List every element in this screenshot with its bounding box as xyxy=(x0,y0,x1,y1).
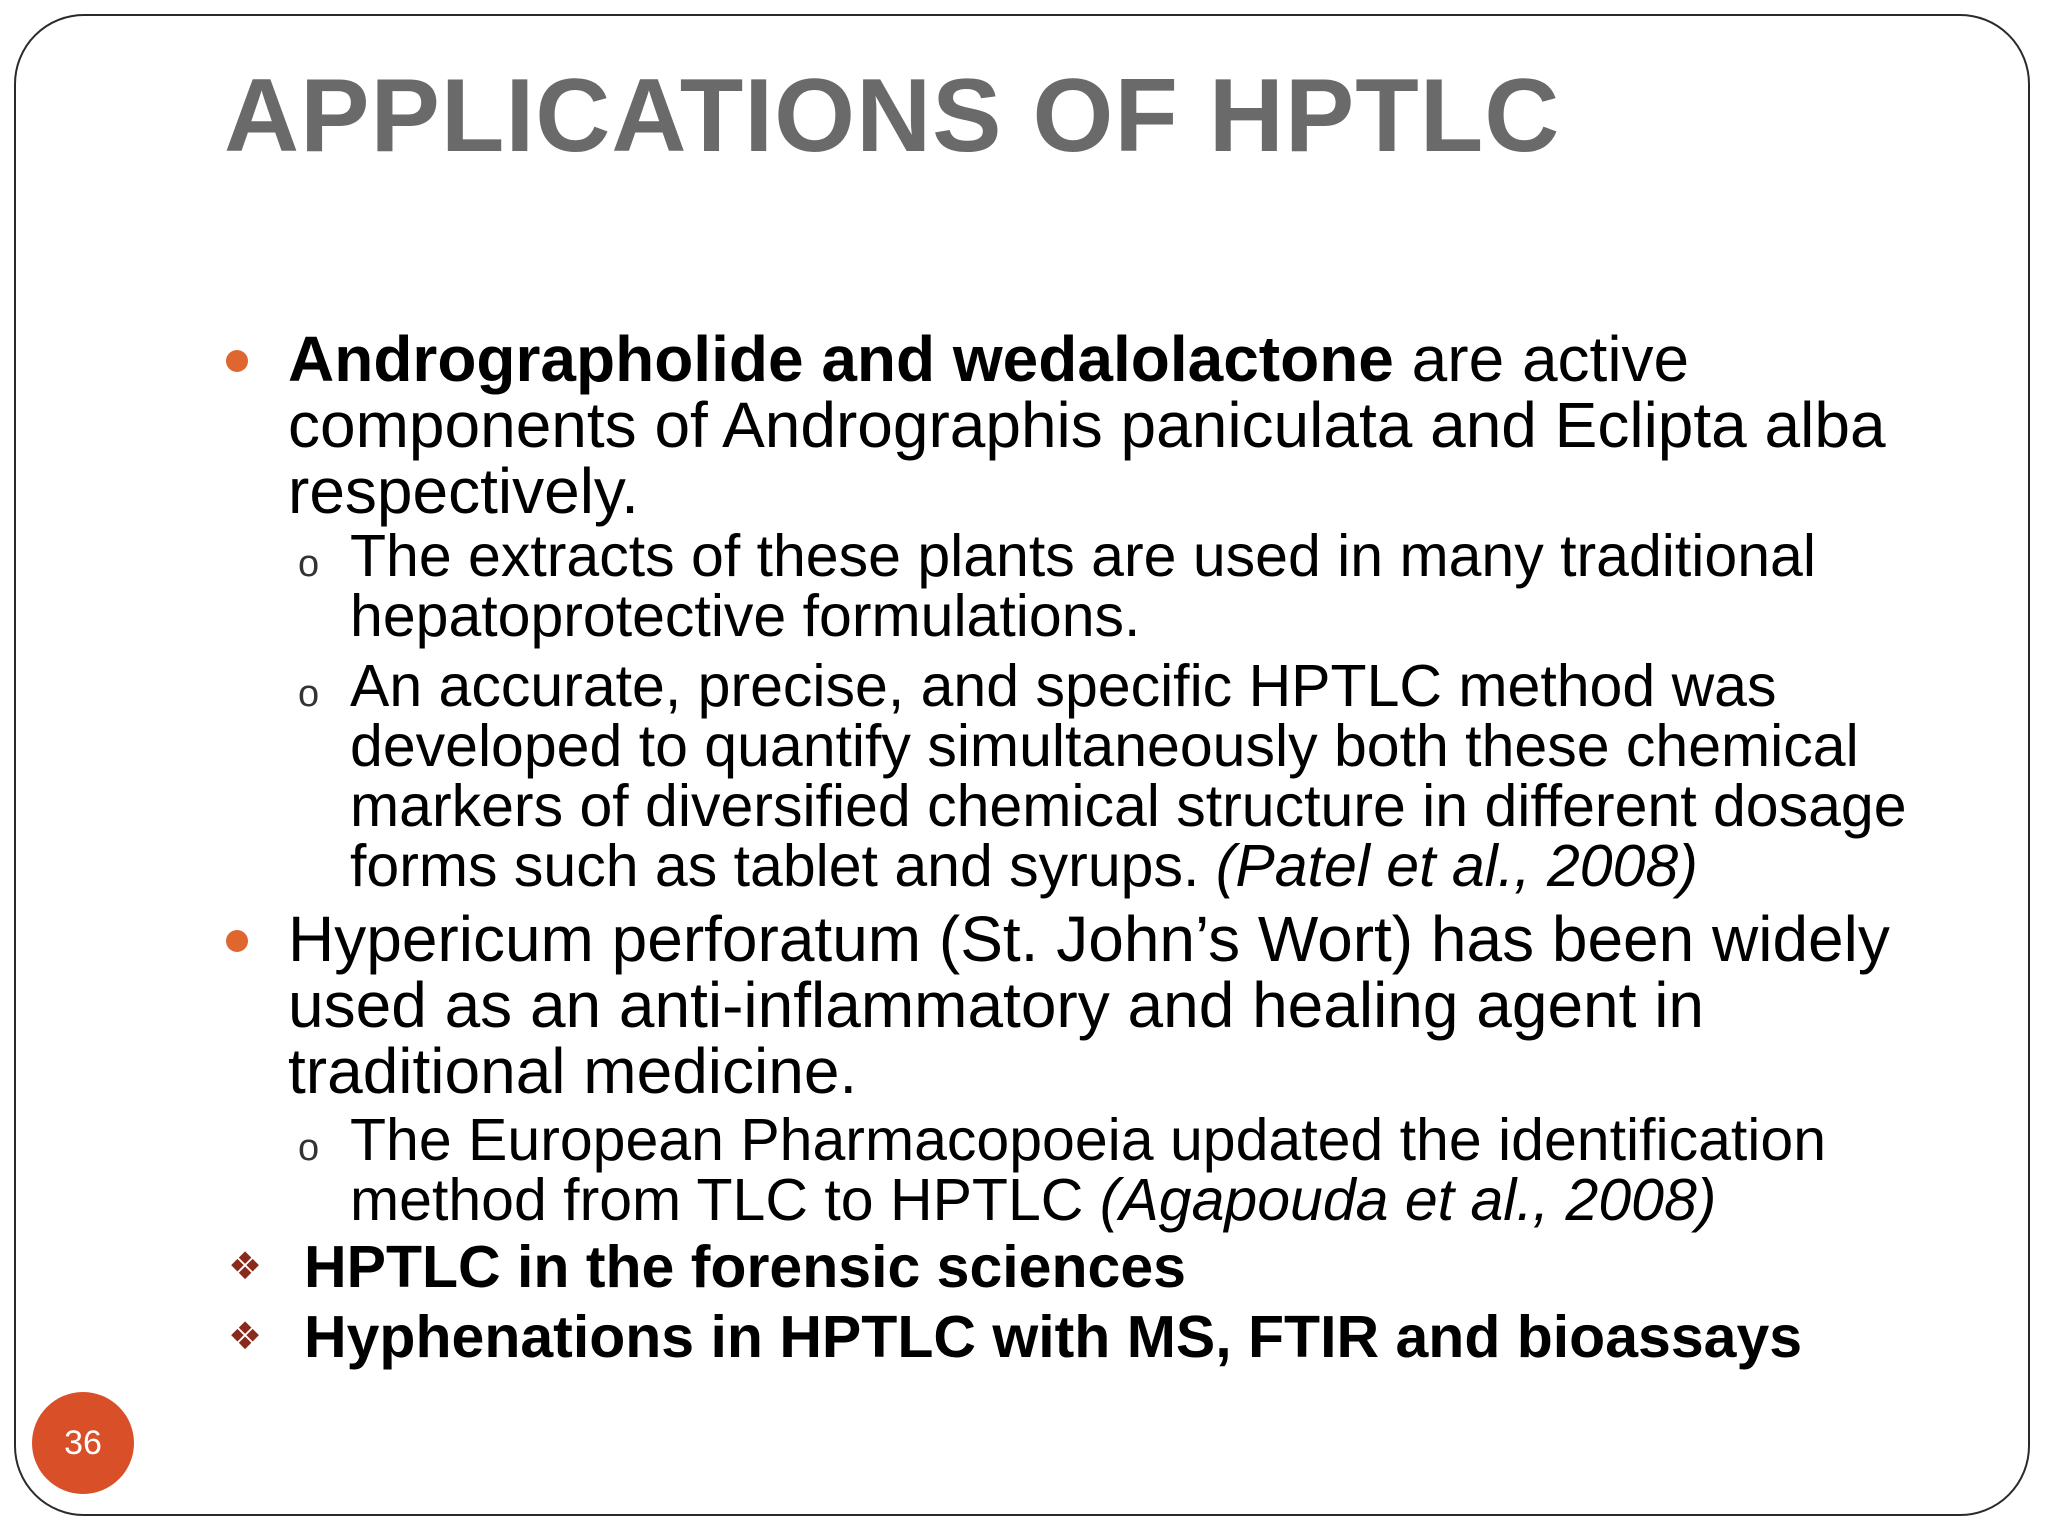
sub-bullet-extracts-text: The extracts of these plants are used in many traditional hepatoprotective formulations. xyxy=(350,523,1816,649)
sub-bullet-pharmacopoeia-text: The European Pharmacopoeia updated the identification method from TLC to HPTLC xyxy=(350,1107,1827,1233)
diamond-bullet-icon: ❖ xyxy=(228,1246,263,1288)
diamond-bullet-icon: ❖ xyxy=(228,1316,263,1358)
bullet-andrographolide-bold: Andrographolide and wedalolactone xyxy=(288,323,1394,395)
sub-bullet-hptlc-method xyxy=(224,653,1924,899)
orange-dot-bullet-icon xyxy=(226,930,248,952)
diamond-item-hyphenations xyxy=(224,1302,1924,1372)
sub-bullet-extracts xyxy=(224,523,1924,649)
orange-dot-bullet-icon xyxy=(226,350,248,372)
citation-patel: (Patel et al., 2008) xyxy=(1215,833,1698,899)
circle-bullet-icon: o xyxy=(298,1127,320,1169)
slide-content xyxy=(224,323,1924,1372)
sub-bullet-pharmacopoeia xyxy=(224,1107,1924,1233)
bullet-hypericum xyxy=(224,903,1924,1107)
sub-bullet-hptlc-method-text: An accurate, precise, and specific HPTLC method was developed to quantify simultaneously both these chemical markers of diversified chemical structure in different dosage forms such as tablet and syrups. xyxy=(350,653,1907,899)
slide-title: APPLICATIONS OF HPTLC xyxy=(224,58,1561,174)
bullet-andrographolide-text: are active components of Andrographis paniculata and Eclipta alba respectively. xyxy=(288,323,1886,527)
circle-bullet-icon: o xyxy=(298,673,320,715)
bullet-hypericum-text: Hypericum perforatum (St. John’s Wort) has been widely used as an anti-inflammatory and healing agent in traditional medicine. xyxy=(288,903,1890,1107)
page-number-badge: 36 xyxy=(32,1392,134,1494)
diamond-item-forensic-text: HPTLC in the forensic sciences xyxy=(304,1234,1186,1300)
bullet-andrographolide xyxy=(224,323,1924,527)
diamond-item-forensic xyxy=(224,1232,1924,1302)
diamond-item-hyphenations-text: Hyphenations in HPTLC with MS, FTIR and bioassays xyxy=(304,1304,1803,1370)
circle-bullet-icon: o xyxy=(298,543,320,585)
citation-agapouda: (Agapouda et al., 2008) xyxy=(1099,1167,1717,1233)
